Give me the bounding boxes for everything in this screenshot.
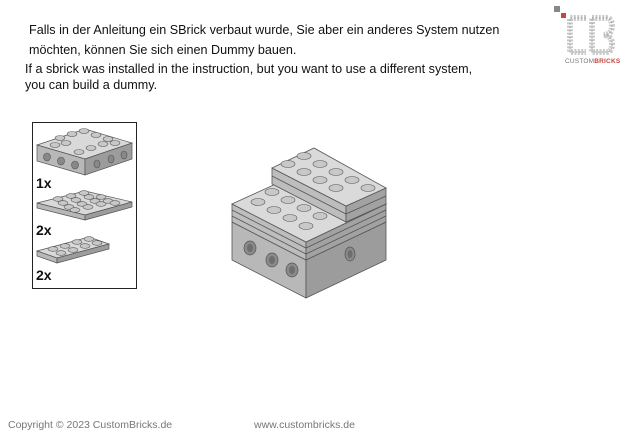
german-line-1: Falls in der Anleitung ein SBrick verbaut wurde, Sie aber ein anderes System nutzen: [29, 23, 500, 37]
quantity-label: 1x: [36, 175, 52, 191]
quantity-label: 2x: [36, 267, 52, 283]
quantity-label: 2x: [36, 222, 52, 238]
technic-brick-icon: [33, 125, 136, 177]
logo-prefix: CUSTOM: [565, 58, 595, 65]
copyright-text: Copyright © 2023 CustomBricks.de: [8, 419, 173, 431]
dummy-assembly-icon: [228, 144, 398, 300]
parts-list: [32, 122, 137, 289]
logo-suffix: BRICKS: [594, 58, 620, 65]
english-line-2: you can build a dummy.: [25, 78, 158, 92]
plate-4x4-icon: [33, 189, 136, 223]
logo-wordmark: [565, 58, 620, 65]
german-line-2: möchten, können Sie sich einen Dummy bauen.: [29, 43, 297, 57]
plate-2x4-icon: [33, 235, 136, 267]
german-instruction: [29, 20, 529, 60]
english-instruction: [25, 61, 525, 93]
english-line-1: If a sbrick was installed in the instruction, but you want to use a different system,: [25, 62, 473, 76]
website-link[interactable]: www.custombricks.de: [254, 419, 355, 431]
